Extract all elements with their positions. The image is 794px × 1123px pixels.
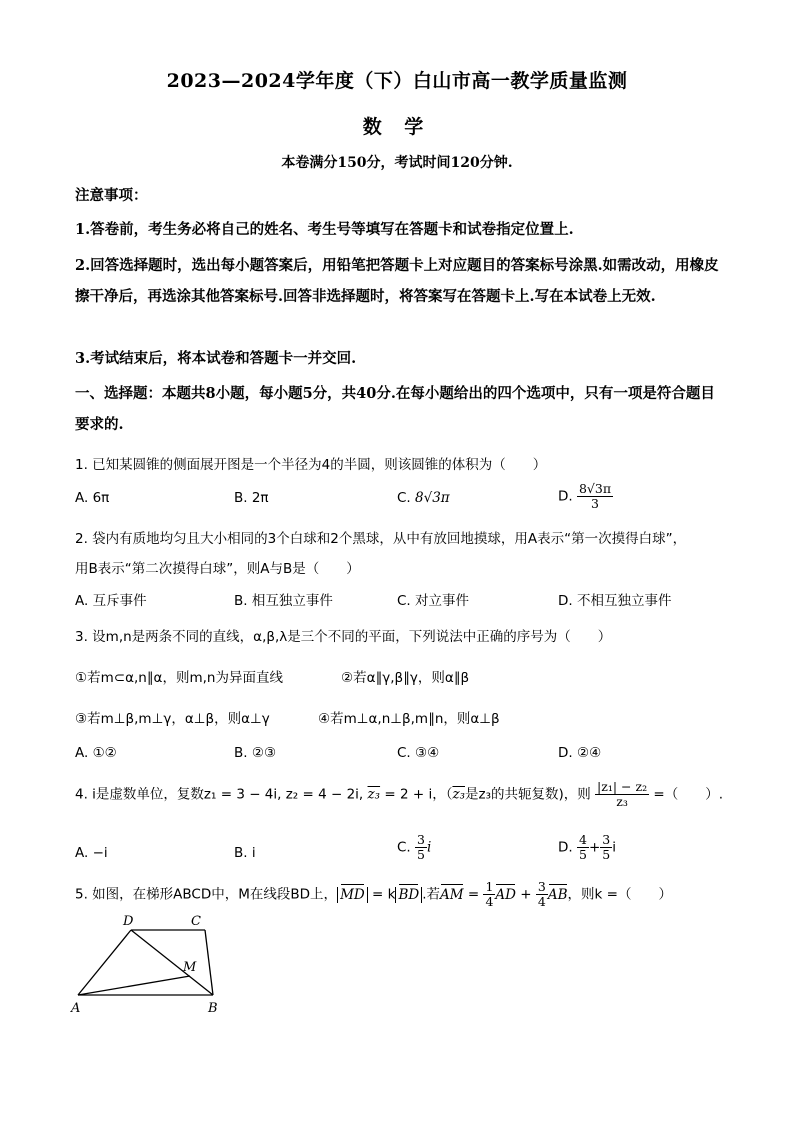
q5-vec-am: AM [439,886,464,903]
q3-option-d[interactable]: D. ②④ [558,745,602,761]
notice-item-1: 1.答卷前，考生务必将自己的姓名、考生号等填写在答题卡和试卷指定位置上. [75,221,574,238]
q3-statement-2: ②若α∥γ,β∥γ，则α∥β [341,670,470,686]
q4-stem-e: 是z₃的共轭复数)，则 [464,786,591,803]
q4-c-tail: i [426,839,432,856]
q2-option-a[interactable]: A. 互斥事件 [75,593,147,609]
q5-abs-bd [395,887,422,903]
q4-d-fraction-2 [600,833,612,862]
q4-stem-a: 4. i是虚数单位，复数z₁ = 3 − 4i, z₂ = 4 − 2i, [75,786,368,803]
page-title: 2023—2024学年度（下）白山市高一教学质量监测 [166,70,628,92]
question-2-stem-line1: 2. 袋内有质地均匀且大小相同的3个白球和2个黑球，从中有放回地摸球，用A表示“第一次摸得白球”， [75,531,687,547]
q5-vec-md: MD [340,886,365,903]
q5-f1-den: 4 [485,894,494,909]
question-4-stem [75,780,723,809]
q5-frac-1 [483,880,495,909]
q4-fraction [595,780,649,809]
q1-option-c[interactable] [397,490,450,506]
diagonal-bd [131,930,213,995]
q3-statement-4: ④若m⊥α,n⊥β,m∥n，则α⊥β [318,711,500,727]
notice-title: 注意事项： [75,187,148,204]
q4-option-d[interactable] [558,833,616,862]
question-5-stem [75,880,672,909]
q4-d-plus: + [588,839,601,856]
segment-am [78,976,190,995]
label-b: B [208,1001,218,1016]
q1-option-c-value: 8√3π [415,490,450,506]
edge-bc [205,930,213,995]
q4-c-label: C. [397,839,411,856]
q4-stem-c: = 2 + i，（ [380,786,453,803]
q5-f1-num: 1 [485,879,494,894]
q4-frac-numerator: |z₁| − z₂ [597,779,648,794]
question-2-stem-line2: 用B表示“第二次摸得白球”，则A与B是（ ） [75,561,360,577]
q5-stem-b: .若 [422,886,440,903]
notice-item-3: 3.考试结束后，将本试卷和答题卡一并交回. [75,350,357,367]
label-c: C [191,914,201,929]
q3-option-a[interactable]: A. ①② [75,745,117,761]
q4-d-num2: 3 [602,832,611,847]
q3-option-c[interactable]: C. ③④ [397,745,440,761]
q4-c-num: 3 [417,832,425,847]
q1-option-b[interactable]: B. 2π [234,490,269,506]
notice-item-2: 2.回答选择题时，选出每小题答案后，用铅笔把答题卡上对应题目的答案标号涂黑.如需改动，用橡皮擦干净后，再选涂其他答案标号.回答非选择题时，将答案写在答题卡上.写在本试卷上无效. [75,257,719,305]
label-a: A [71,1001,81,1016]
q1-option-c-label: C. [397,490,416,506]
q5-stem-a: 5. 如图，在梯形ABCD中，M在线段BD上， [75,886,338,903]
q1-option-a[interactable]: A. 6π [75,490,110,506]
exam-info: 本卷满分150分，考试时间120分钟. [281,155,513,171]
q2-option-c[interactable]: C. 对立事件 [397,593,470,609]
q5-frac-2 [536,880,548,909]
q3-statement-1: ①若m⊂α,n∥α，则m,n为异面直线 [75,670,283,686]
q4-d-num1: 4 [578,832,587,847]
label-m: M [183,960,197,975]
q4-d-tail: i [612,839,616,856]
q4-option-a[interactable]: A. −i [75,845,108,861]
trapezoid-figure [65,910,235,1020]
section-heading: 一、选择题：本题共8小题，每小题5分，共40分.在每小题给出的四个选项中，只有一项是符合题目要求的. [75,385,715,433]
q5-stem-c: ，则k =（ ） [567,886,672,903]
q1-d-denominator: 3 [591,496,599,511]
q4-stem-f: =（ ）. [653,786,723,803]
subject-title: 数 学 [362,116,432,138]
q5-vec-ad: AD [495,886,516,903]
label-d: D [123,914,134,929]
q1-option-d[interactable] [558,482,613,511]
q4-frac-denominator: z₃ [616,794,628,809]
q4-option-b[interactable]: B. i [234,845,256,861]
q3-option-b[interactable]: B. ②③ [234,745,277,761]
q5-eq-k: = k [367,886,396,903]
q2-option-d[interactable]: D. 不相互独立事件 [558,593,672,609]
q4-c-den: 5 [417,847,425,862]
question-1-stem: 1. 已知某圆锥的侧面展开图是一个半径为4的半圆，则该圆锥的体积为（ ） [75,457,547,473]
q1-option-d-fraction [577,482,613,511]
q3-statement-3: ③若m⊥β,m⊥γ，α⊥β，则α⊥γ [75,711,270,727]
q4-d-label: D. [558,839,573,856]
q5-eq: = [463,886,484,903]
q4-option-c[interactable] [397,833,431,862]
q5-abs-md [337,887,368,903]
q5-f2-den: 4 [537,894,546,909]
q4-d-den2: 5 [602,847,611,862]
edge-da [78,930,131,995]
q2-option-b[interactable]: B. 相互独立事件 [234,593,333,609]
q4-c-fraction [415,833,427,862]
q1-option-d-label: D. [558,488,573,505]
q4-d-fraction-1 [577,833,589,862]
question-3-stem: 3. 设m,n是两条不同的直线，α,β,λ是三个不同的平面，下列说法中正确的序号为（ ） [75,629,612,645]
q4-d-den1: 5 [578,847,587,862]
q4-z3-conj-2: z₃ [452,786,465,803]
q5-plus: + [516,886,536,903]
q5-vec-ab: AB [547,886,568,903]
q5-f2-num: 3 [537,879,546,894]
q5-vec-bd: BD [398,886,420,903]
q4-z3-conj: z₃ [367,786,381,803]
q1-d-numerator: 8√3π [578,481,612,496]
